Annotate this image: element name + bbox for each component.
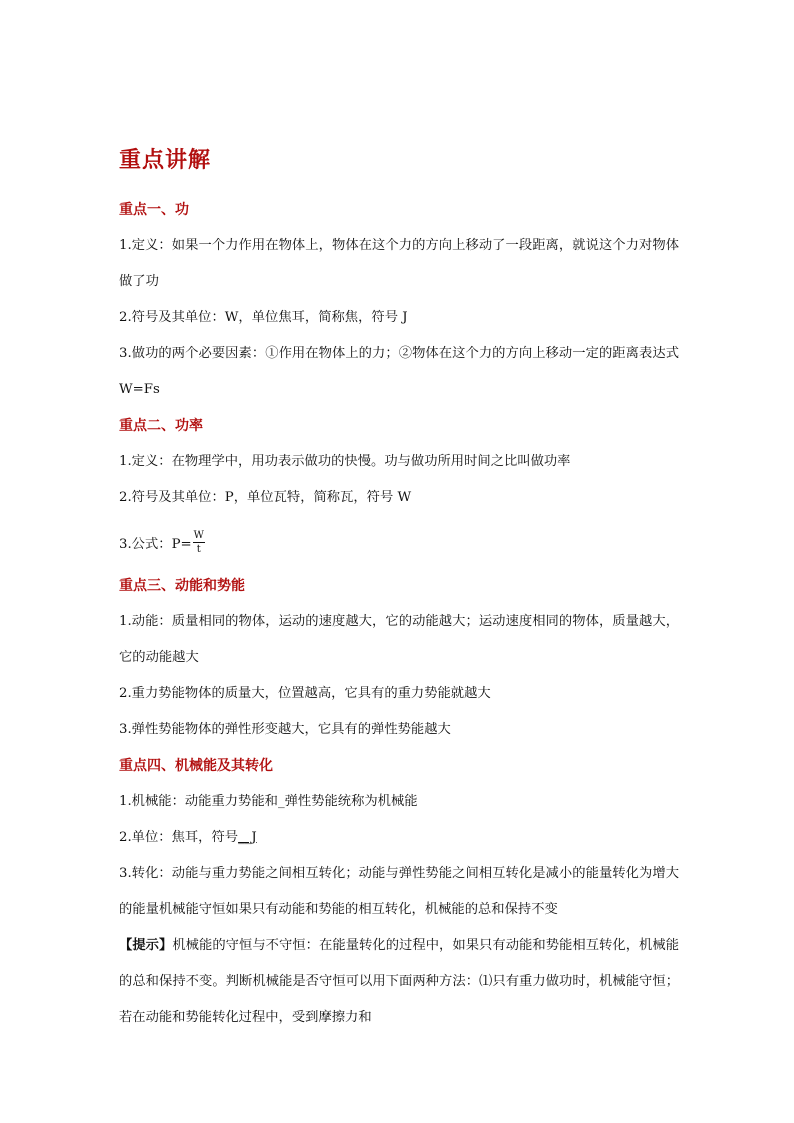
tip-text: 机械能的守恒与不守恒：在能量转化的过程中，如果只有动能和势能相互转化，机械能的总和保持不变。判断机械能是否守恒可以用下面两种方法：⑴只有重力做功时，机械能守恒；若在动能和势能转化过程中，受到摩擦力和 [119,938,680,1025]
formula-prefix: 3.公式：P= [119,536,192,552]
fraction-denominator: t [196,543,201,555]
list-item: 3.弹性势能物体的弹性形变越大，它具有的弹性势能越大 [119,722,451,737]
list-item: 3.转化：动能与重力势能之间相互转化；动能与弹性势能之间相互转化是减小的能量转化为增大的能量机械能守恒如果只有动能和势能的相互转化，机械能的总和保持不变 [119,866,679,917]
section-heading: 重点三、动能和势能 [119,578,245,594]
list-item: 1.定义：在物理学中，用功表示做功的快慢。功与做功所用时间之比叫做功率 [119,454,571,469]
fill-blank: __J [238,830,257,845]
list-item: 2.符号及其单位：P，单位瓦特，简称瓦，符号 W [119,490,412,505]
section-work [119,192,679,408]
fraction-numerator: W [193,529,204,541]
tip-paragraph [119,928,679,1036]
page-title: 重点讲解 [119,147,212,173]
list-item: 2.符号及其单位：W，单位焦耳，简称焦，符号 J [119,310,408,325]
tip-label: 【提示】 [119,938,173,953]
list-item: 1.机械能：动能重力势能和_弹性势能统称为机械能 [119,794,418,809]
list-item [119,820,679,856]
section-energy [119,568,679,748]
content-area [119,140,679,1036]
section-heading: 重点一、功 [119,202,189,218]
list-item: 1.定义：如果一个力作用在物体上，物体在这个力的方向上移动了一段距离，就说这个力对物体做了功 [119,238,679,289]
item-text: 2.单位：焦耳，符号 [119,830,239,845]
list-item: 3.做功的两个必要因素：①作用在物体上的力；②物体在这个力的方向上移动一定的距离表达式 W=Fs [119,346,679,397]
section-mechanical-energy [119,748,679,928]
section-power [119,408,679,568]
section-heading: 重点四、机械能及其转化 [119,758,273,774]
power-formula [119,516,679,568]
list-item: 1.动能：质量相同的物体，运动的速度越大，它的动能越大；运动速度相同的物体，质量越大，它的动能越大 [119,614,679,665]
list-item: 2.重力势能物体的质量大，位置越高，它具有的重力势能就越大 [119,686,491,701]
section-heading: 重点二、功率 [119,418,203,434]
fraction [193,530,205,555]
